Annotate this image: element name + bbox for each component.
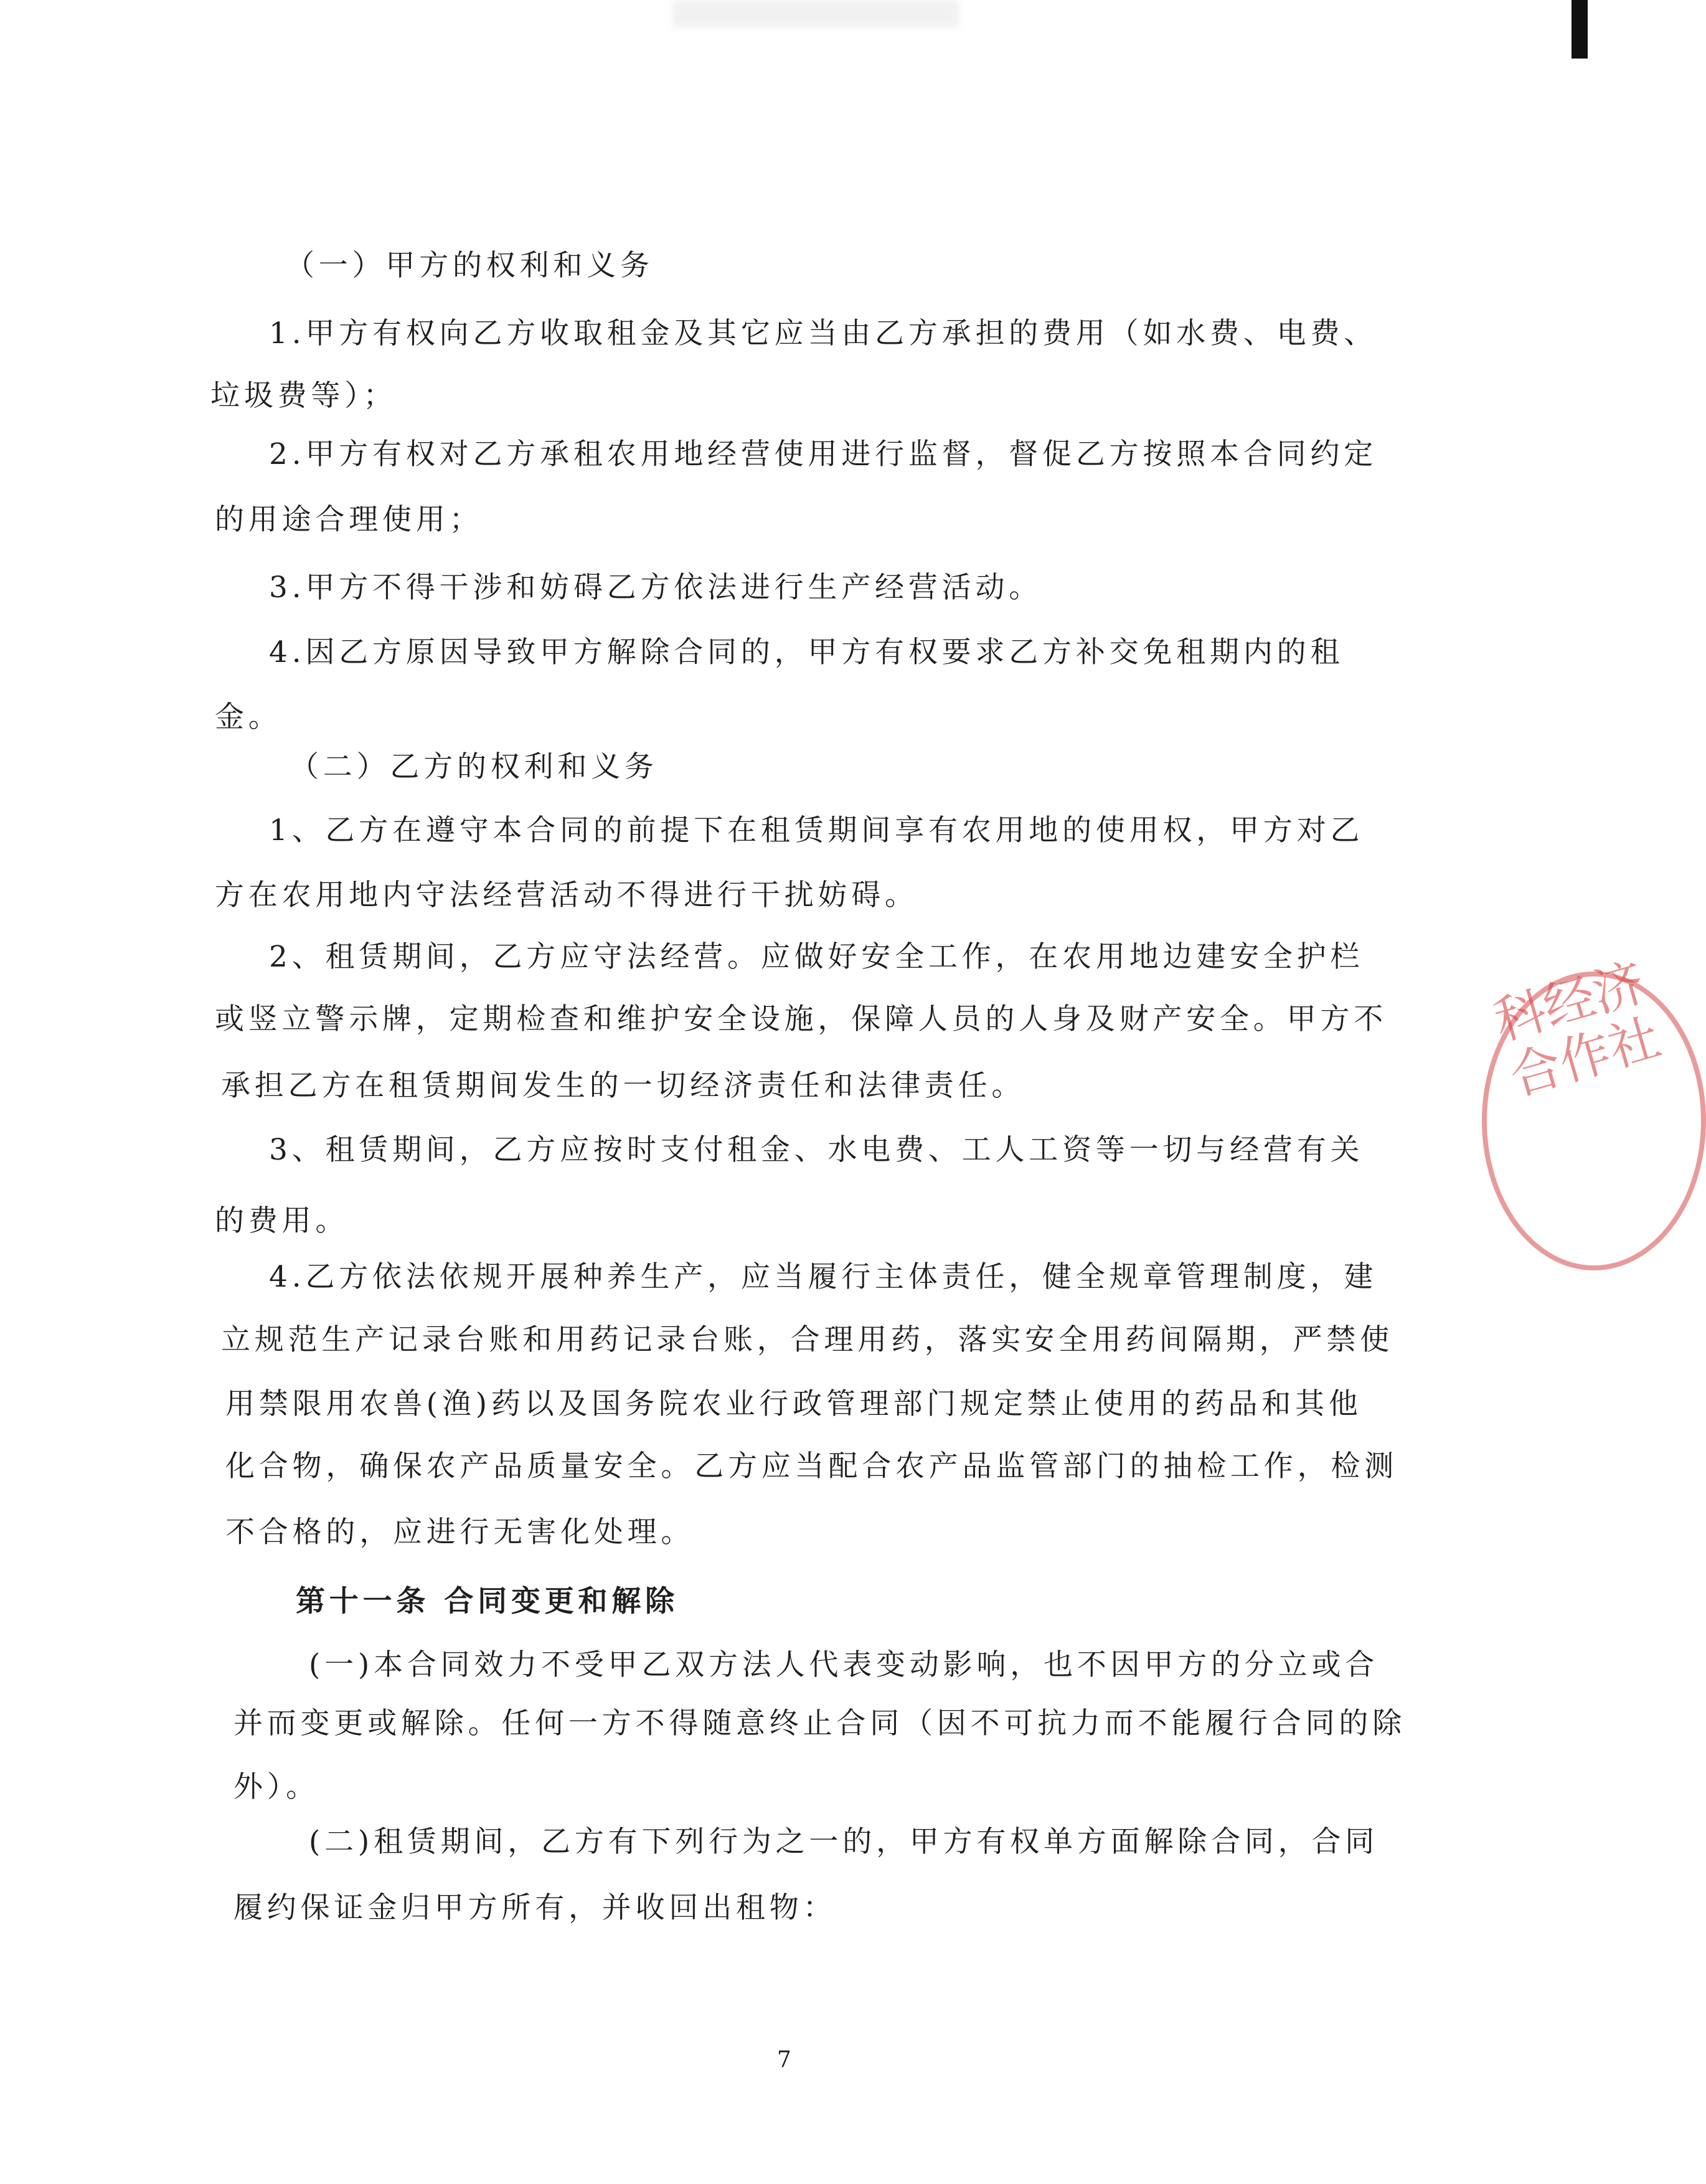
paragraph-line: (一)本合同效力不受甲乙双方法人代表变动影响，也不因甲方的分立或合 [309,1648,1379,1682]
section-heading-party-a: （一）甲方的权利和义务 [285,248,654,283]
paragraph-line: 3、租赁期间，乙方应按时支付租金、水电费、工人工资等一切与经营有关 [269,1133,1364,1167]
paragraph-line: 的用途合理使用； [215,503,483,537]
paragraph-line: 外）。 [233,1770,319,1804]
paragraph-line: 1.甲方有权向乙方收取租金及其它应当由乙方承担的费用（如水费、电费、 [269,316,1378,351]
section-heading-party-b: （二）乙方的权利和义务 [290,750,658,784]
paragraph-line: 4.因乙方原因导致甲方解除合同的，甲方有权要求乙方补交免租期内的租 [269,635,1344,669]
paragraph-line: 或竖立警示牌，定期检查和维护安全设施，保障人员的人身及财产安全。甲方不 [215,1002,1387,1036]
paragraph-line: 承担乙方在租赁期间发生的一切经济责任和法律责任。 [221,1069,1025,1103]
paragraph-line: 1、乙方在遵守本合同的前提下在租赁期间享有农用地的使用权，甲方对乙 [269,813,1364,848]
paragraph-line: 4.乙方依法依规开展种养生产，应当履行主体责任，健全规章管理制度，建 [269,1260,1378,1294]
scan-edge [1572,0,1588,59]
paragraph-line: 用禁限用农兽(渔)药以及国务院农业行政管理部门规定禁止使用的药品和其他 [225,1387,1362,1421]
paragraph-line: 金。 [215,700,282,734]
paragraph-line: 2.甲方有权对乙方承租农用地经营使用进行监督，督促乙方按照本合同约定 [269,437,1378,471]
official-seal-text: 科经济 合作社 [1487,953,1667,1107]
paragraph-line: 履约保证金归甲方所有，并收回出租物： [233,1891,837,1925]
article-eleven-heading: 第十一条 合同变更和解除 [296,1584,679,1619]
paragraph-line: 不合格的，应进行无害化处理。 [225,1515,695,1549]
paragraph-line: 的费用。 [215,1204,349,1238]
paragraph-line: 立规范生产记录台账和用药记录台账，合理用药，落实安全用药间隔期，严禁使 [221,1323,1393,1357]
page-number: 7 [777,2047,791,2073]
paragraph-line: 3.甲方不得干涉和妨碍乙方依法进行生产经营活动。 [269,570,1043,605]
paragraph-line: 垃圾费等）； [210,379,397,413]
paragraph-line: (二)租赁期间，乙方有下列行为之一的，甲方有权单方面解除合同，合同 [309,1825,1379,1859]
paragraph-line: 化合物，确保农产品质量安全。乙方应当配合农产品监管部门的抽检工作，检测 [225,1449,1398,1483]
paragraph-line: 方在农用地内守法经营活动不得进行干扰妨碍。 [215,878,918,912]
paragraph-line: 2、租赁期间，乙方应守法经营。应做好安全工作，在农用地边建安全护栏 [269,940,1364,974]
scan-smudge [672,0,959,27]
paragraph-line: 并而变更或解除。任何一方不得随意终止合同（因不可抗力而不能履行合同的除 [233,1706,1406,1741]
